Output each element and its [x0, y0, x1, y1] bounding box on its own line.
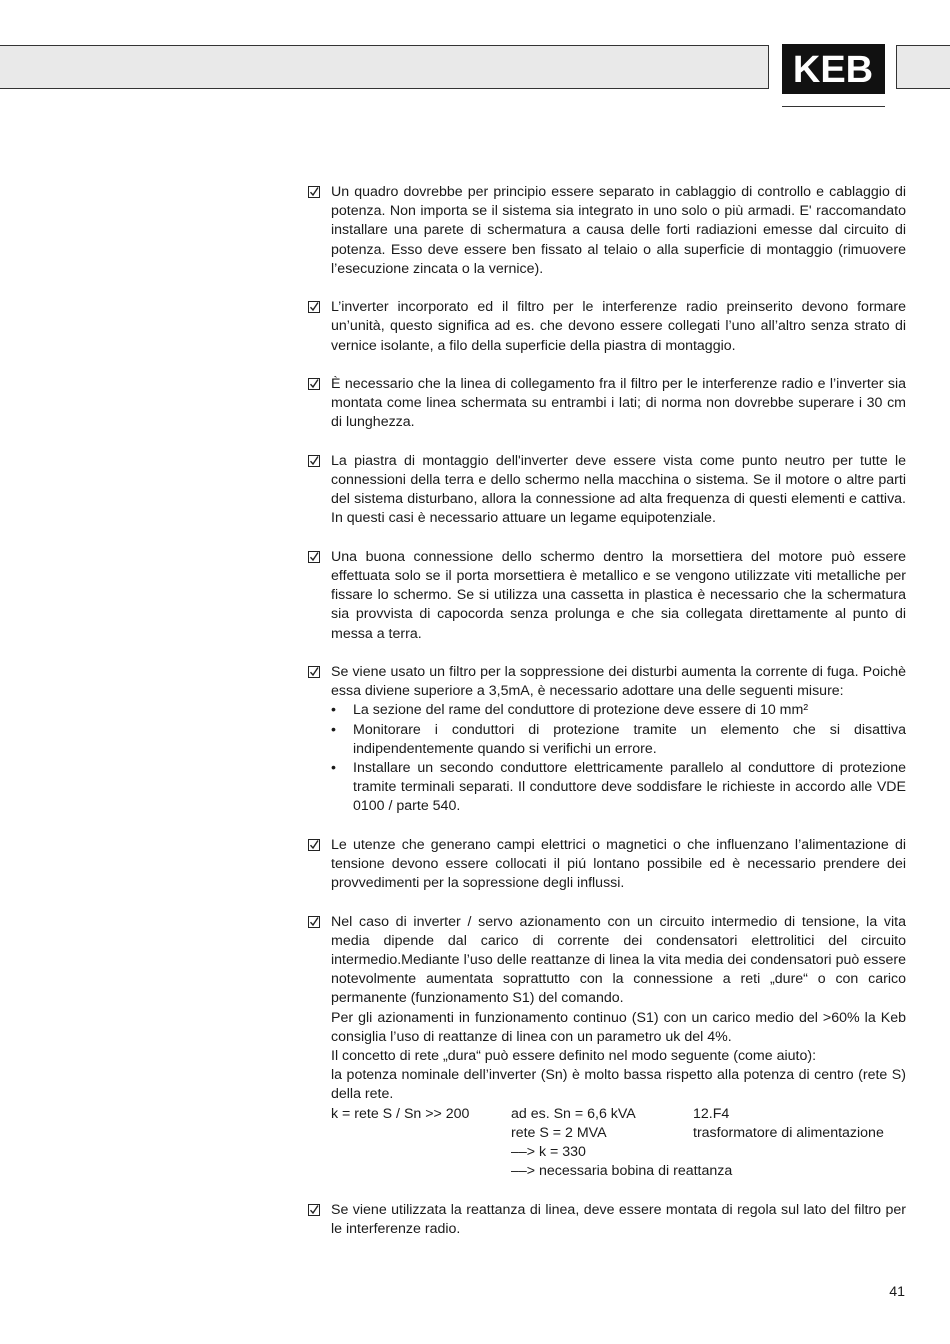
checklist-item [308, 375, 906, 433]
bullet-text: Installare un secondo conduttore elettricamente parallelo al conduttore di protezione tramite terminali separati. Il conduttore deve soddisfare le richieste in accordo alle VDE 0100 / parte 540. [353, 760, 906, 815]
item-text: Le utenze che generano campi elettrici o magnetici o che influenzano l’alimentazione di tensione devono essere collocati il piú lontano possibile ed è necessario prendere dei provvedimenti per la sopressione degli influssi. [331, 836, 906, 892]
header-bar [0, 45, 769, 89]
formula-result: ––> k = 330 [511, 1144, 586, 1161]
keb-logo-mark [782, 44, 885, 94]
formula-example: ad es. Sn = 6,6 kVA [511, 1105, 636, 1122]
formula-note: trasformatore di alimentazione [693, 1124, 884, 1141]
logo-text: KEB [792, 49, 874, 91]
formula-conclusion: ––> necessaria bobina di reattanza [511, 1163, 733, 1180]
checklist-item [308, 1201, 906, 1239]
logo-rule [782, 106, 885, 107]
item-text: Se viene utilizzata la reattanza di linea, deve essere montata di regola sul lato del filtro per le interferenze radio. [331, 1201, 906, 1237]
bullet-text: Monitorare i conduttori di protezione tramite un elemento che si disattiva indipendentemente quando si verifichi un errore. [353, 721, 906, 757]
checkbox-checked-icon [308, 186, 320, 198]
checklist-item [308, 836, 906, 894]
checkbox-checked-icon [308, 455, 320, 467]
checkbox-checked-icon [308, 666, 320, 678]
keb-logo [782, 44, 885, 108]
checklist-item [308, 663, 906, 817]
item-text: Il concetto di rete „dura“ può essere definito nel modo seguente (come aiuto): [331, 1048, 817, 1065]
formula-expression: k = rete S / Sn >> 200 [331, 1105, 470, 1122]
item-text: Un quadro dovrebbe per principio essere separato in cablaggio di controllo e cablaggio di potenza. Non importa se il sistema sia integrato in uno solo o più armadi. E' raccomandato installare una parete di schermatura a causa delle forti radiazioni emesse dal circuito di potenza. Esso deve essere ben fissato al telaio o alla superficie di montaggio (rimuovere l’esecuzione zincata o la vernice). [331, 184, 906, 277]
bullet-item [331, 701, 906, 720]
bullet-item [331, 721, 906, 759]
formula-note: 12.F4 [693, 1105, 730, 1122]
checklist-item [308, 913, 906, 1182]
item-text: È necessario che la linea di collegamento fra il filtro per le interferenze radio e l’inverter sia montata come linea schermata su entrambi i lati; di norma non dovrebbe superare i 30 cm di lunghezza. [331, 376, 906, 431]
checkbox-checked-icon [308, 839, 320, 851]
bullet-item [331, 759, 906, 817]
formula-example: rete S = 2 MVA [511, 1124, 607, 1141]
bullet-list [331, 701, 906, 816]
checkbox-checked-icon [308, 551, 320, 563]
item-text: Se viene usato un filtro per la soppressione dei disturbi aumenta la corrente di fuga. Poichè essa diviene superiore a 3,5mA, è necessario adottare una delle seguenti misure: [331, 664, 906, 700]
checkbox-checked-icon [308, 301, 320, 313]
checkbox-checked-icon [308, 378, 320, 390]
item-text: Nel caso di inverter / servo azionamento con un circuito intermedio di tensione, la vita media dipende dal carico di corrente dei condensatori elettrolitici del circuito intermedio.Mediante l’uso delle reattanze di linea la vita media dei condensatori può essere notevolmente aumentata soprattutto con la connessione a reti „dure“ o con carico permanente (funzionamento S1) del comando. [331, 913, 906, 1007]
bullet-dot: • [331, 721, 336, 738]
item-text: la potenza nominale dell’inverter (Sn) è molto bassa rispetto alla potenza di centro (rete S) della rete. [331, 1067, 906, 1103]
main-content [308, 183, 906, 1258]
header-bar-right [896, 45, 950, 89]
item-text: L’inverter incorporato ed il filtro per le interferenze radio preinserito devono formare un’unità, questo significa ad es. che devono essere collegati l’uno all’altro senza strato di vernice isolante, a filo della superficie della piastra di montaggio. [331, 299, 906, 354]
checklist-item [308, 298, 906, 356]
checkbox-checked-icon [308, 916, 320, 928]
formula-block [331, 1105, 906, 1182]
item-text: Per gli azionamenti in funzionamento continuo (S1) con un carico medio del >60% la Keb consiglia l’uso di reattanze di linea con un parametro uk del 4%. [331, 1009, 906, 1045]
checklist-item [308, 452, 906, 529]
checkbox-checked-icon [308, 1204, 320, 1216]
item-text: La piastra di montaggio dell'inverter deve essere vista come punto neutro per tutte le connessioni della terra e dello schermo nella macchina o sistema. Se il motore o altre parti del sistema disturbano, allora la connessione ad alta frequenza di questi elementi e cattiva. In questi casi è necessario attuare un legame equipotenziale. [331, 452, 906, 527]
page-number: 41 [889, 1284, 905, 1300]
bullet-text: La sezione del rame del conduttore di protezione deve essere di 10 mm² [353, 702, 809, 719]
checklist-item [308, 183, 906, 279]
bullet-dot: • [331, 760, 336, 777]
item-text: Una buona connessione dello schermo dentro la morsettiera del motore può essere effettuata solo se il porta morsettiera è metallico e se vengono utilizzate viti metalliche per fissare lo schermo. Se si utilizza una cassetta in plastica è necessario che la schermatura sia provvista di capocorda senza prolunga e che sia collegata direttamente al punto di messa a terra. [331, 548, 906, 642]
checklist-item [308, 548, 906, 644]
bullet-dot: • [331, 702, 336, 719]
